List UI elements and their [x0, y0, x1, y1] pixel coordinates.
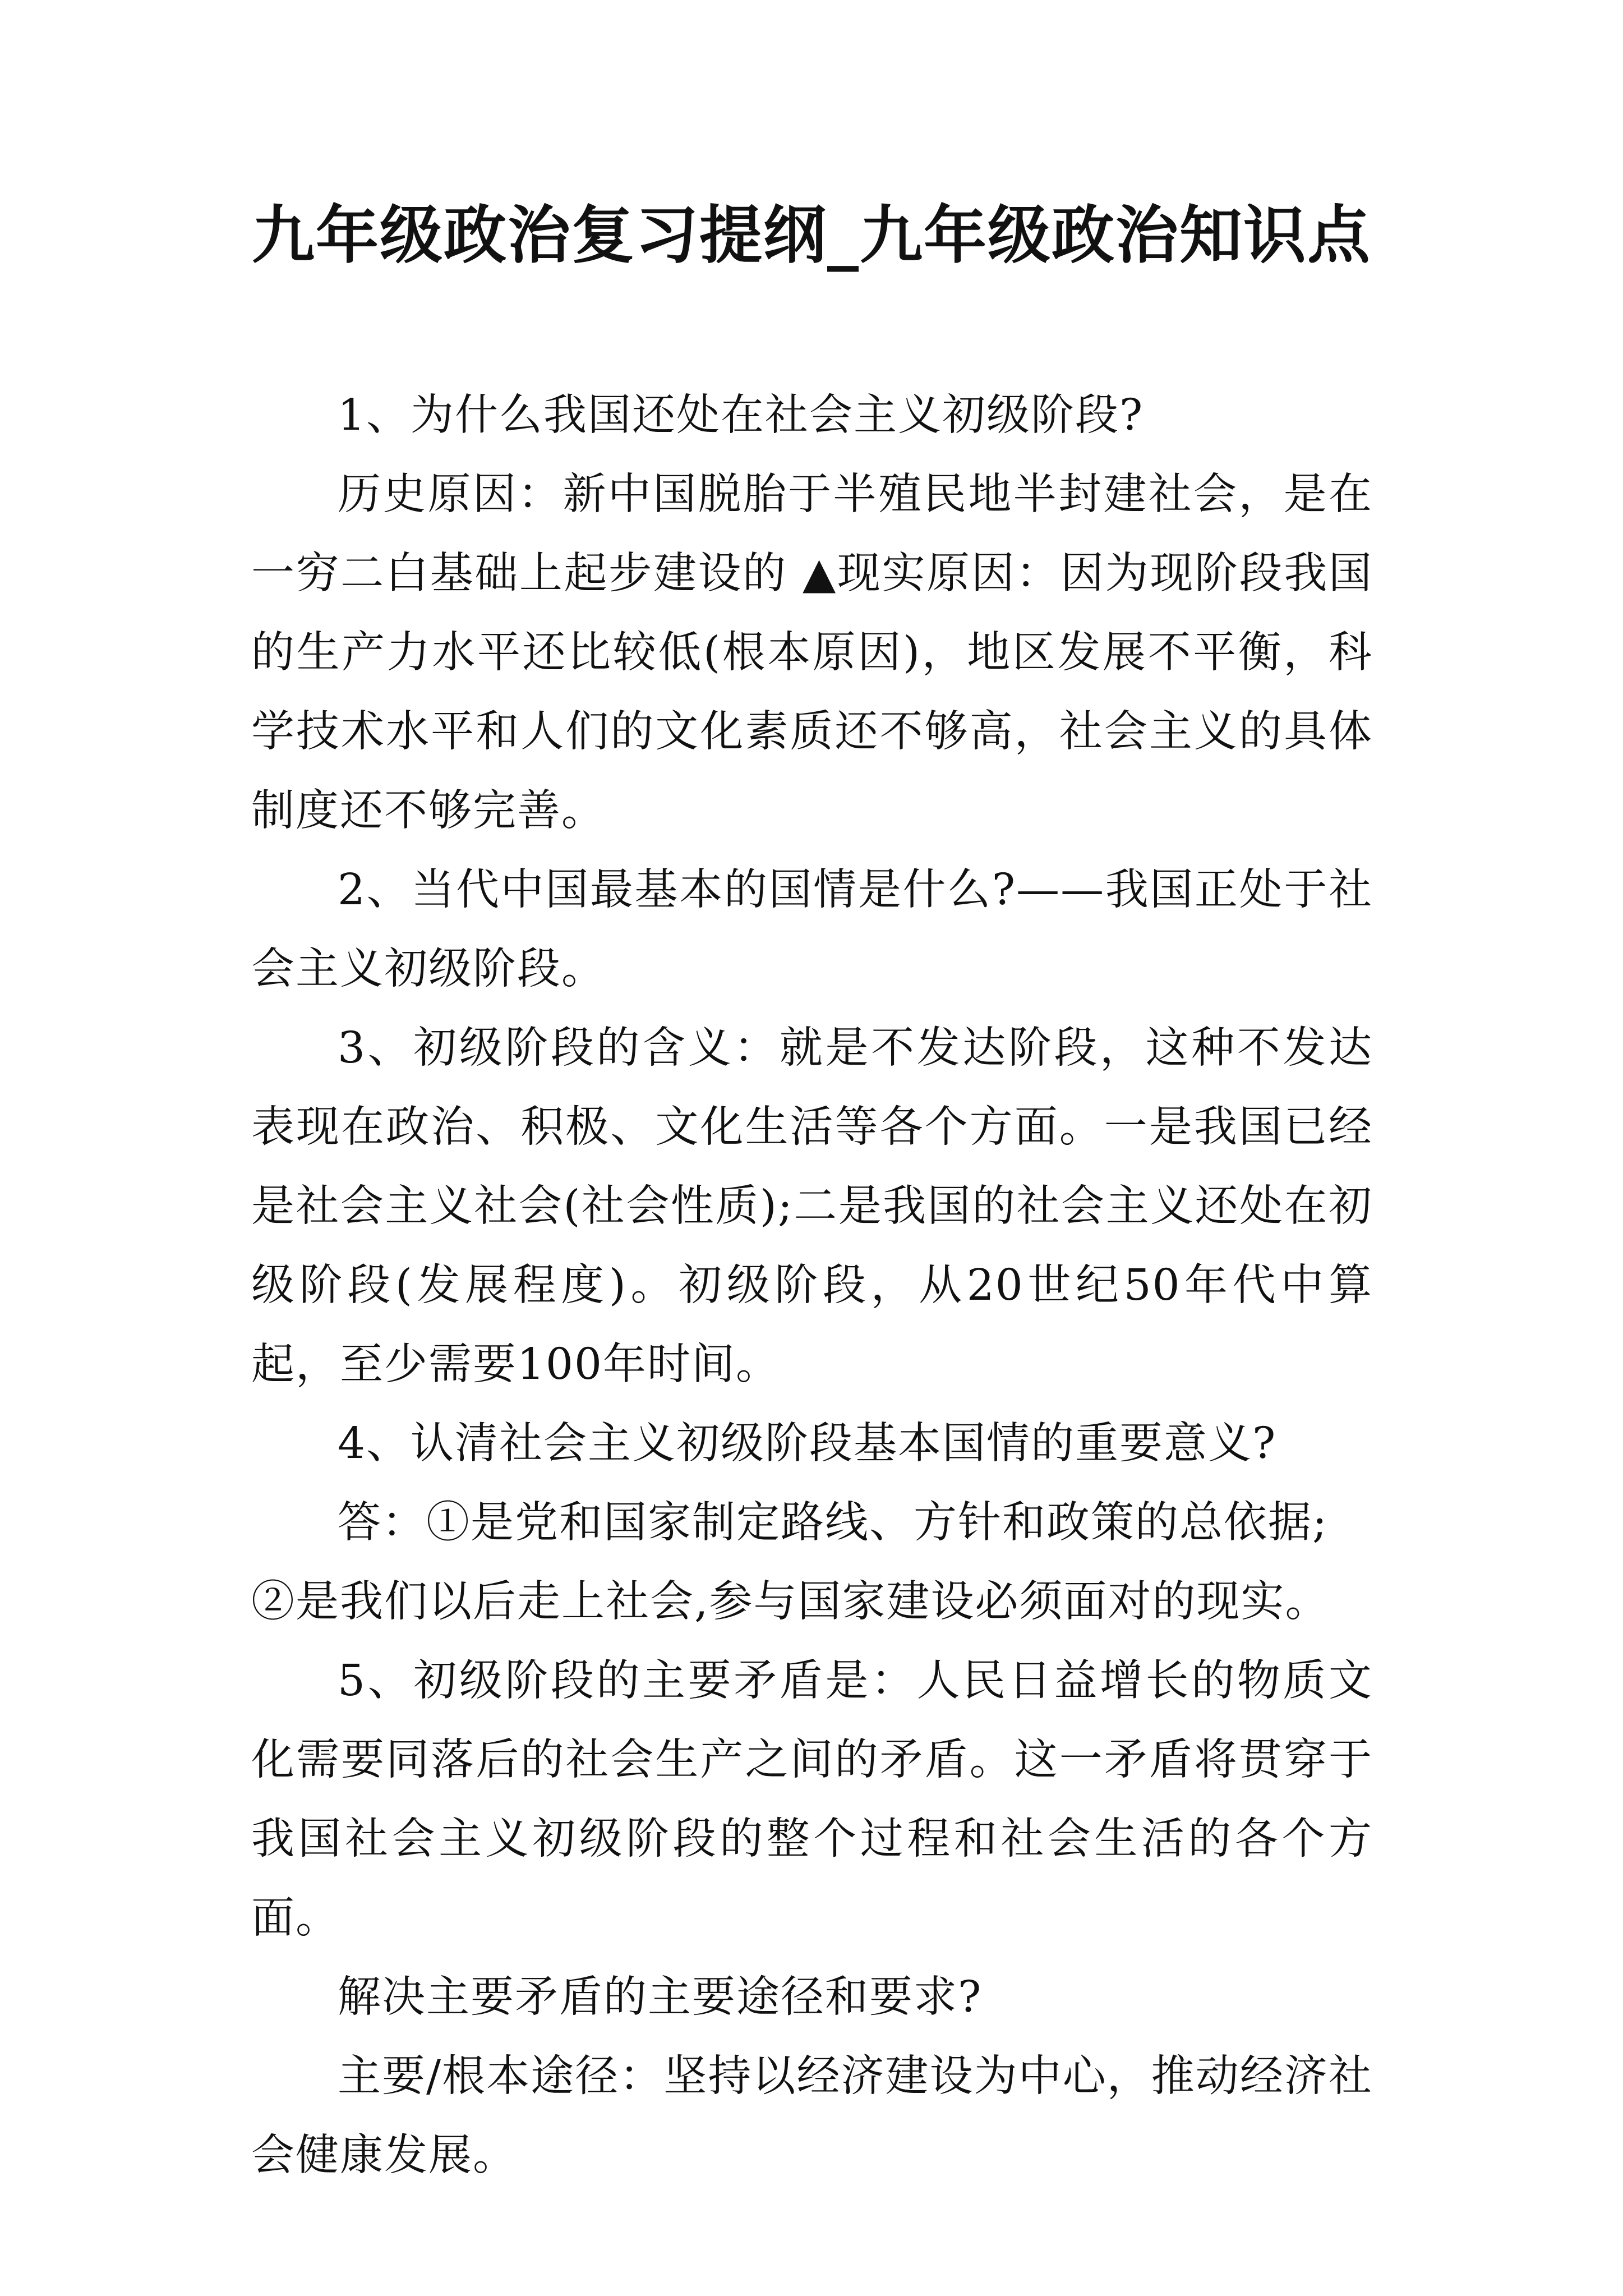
- paragraph-question-4: 4、认清社会主义初级阶段基本国情的重要意义?: [338, 1419, 1277, 1469]
- paragraph-subquestion: 解决主要矛盾的主要途径和要求?: [338, 1972, 983, 2022]
- paragraph-question-5: 5、初级阶段的主要矛盾是：人民日益增长的物质文化需要同落后的社会生产之间的矛盾。这一矛盾将贯穿于我国社会主义初级阶段的整个过程和社会生活的各个方面。: [251, 1656, 1373, 1943]
- paragraph-answer-4a: 答：①是党和国家制定路线、方针和政策的总依据;: [338, 1498, 1328, 1548]
- document-body: [251, 376, 1373, 2195]
- document-title: 九年级政治复习提纲_九年级政治知识点: [252, 199, 1371, 272]
- paragraph-question-1: 1、为什么我国还处在社会主义初级阶段?: [338, 390, 1144, 440]
- paragraph-subanswer: 主要/根本途径：坚持以经济建设为中心，推动经济社会健康发展。: [251, 2051, 1373, 2180]
- paragraph-question-3: 3、初级阶段的含义：就是不发达阶段，这种不发达表现在政治、积极、文化生活等各个方面。一是我国已经是社会主义社会(社会性质);二是我国的社会主义还处在初级阶段(发展程度)。初级阶段，从20世纪50年代中算起，至少需要100年时间。: [251, 1023, 1373, 1389]
- paragraph-answer-1: 历史原因：新中国脱胎于半殖民地半封建社会，是在一穷二白基础上起步建设的 ▲现实原因：因为现阶段我国的生产力水平还比较低(根本原因)，地区发展不平衡，科学技术水平和人们的文化素质还不够高，社会主义的具体制度还不够完善。: [251, 470, 1373, 836]
- paragraph-question-2: 2、当代中国最基本的国情是什么?——我国正处于社会主义初级阶段。: [251, 865, 1373, 994]
- paragraph-answer-4b: ②是我们以后走上社会,参与国家建设必须面对的现实。: [251, 1577, 1330, 1627]
